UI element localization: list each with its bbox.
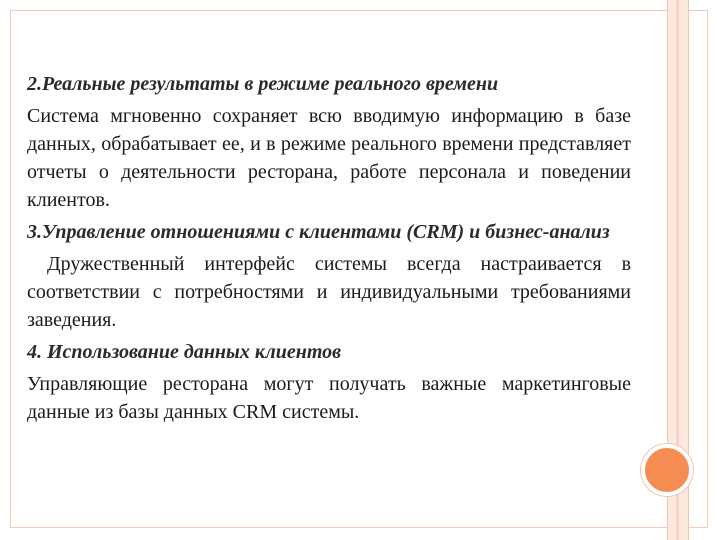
section-body-realtime: Система мгновенно сохраняет всю вводимую информацию в базе данных, обрабатывает ее, и в режиме реального времени представляет отчеты о деятельности ресторана, работе персонала и поведении клиентов.: [27, 105, 631, 211]
section-heading-client-data: 4. Использование данных клиентов: [27, 341, 342, 363]
section-body-crm: Дружественный интерфейс системы всегда настраивается в соответствии с потребностями и индивидуальными требованиями заведения.: [27, 253, 637, 331]
section-body-client-data: Управляющие ресторана могут получать важные маркетинговые данные из базы данных CRM системы.: [27, 373, 631, 423]
section-heading-crm: 3.Управление отношениями с клиентами (CRM) и бизнес-анализ: [27, 221, 610, 243]
decorative-circle: [641, 444, 693, 496]
section-heading-realtime: 2.Реальные результаты в режиме реального времени: [27, 73, 499, 95]
slide-content: [27, 70, 637, 430]
